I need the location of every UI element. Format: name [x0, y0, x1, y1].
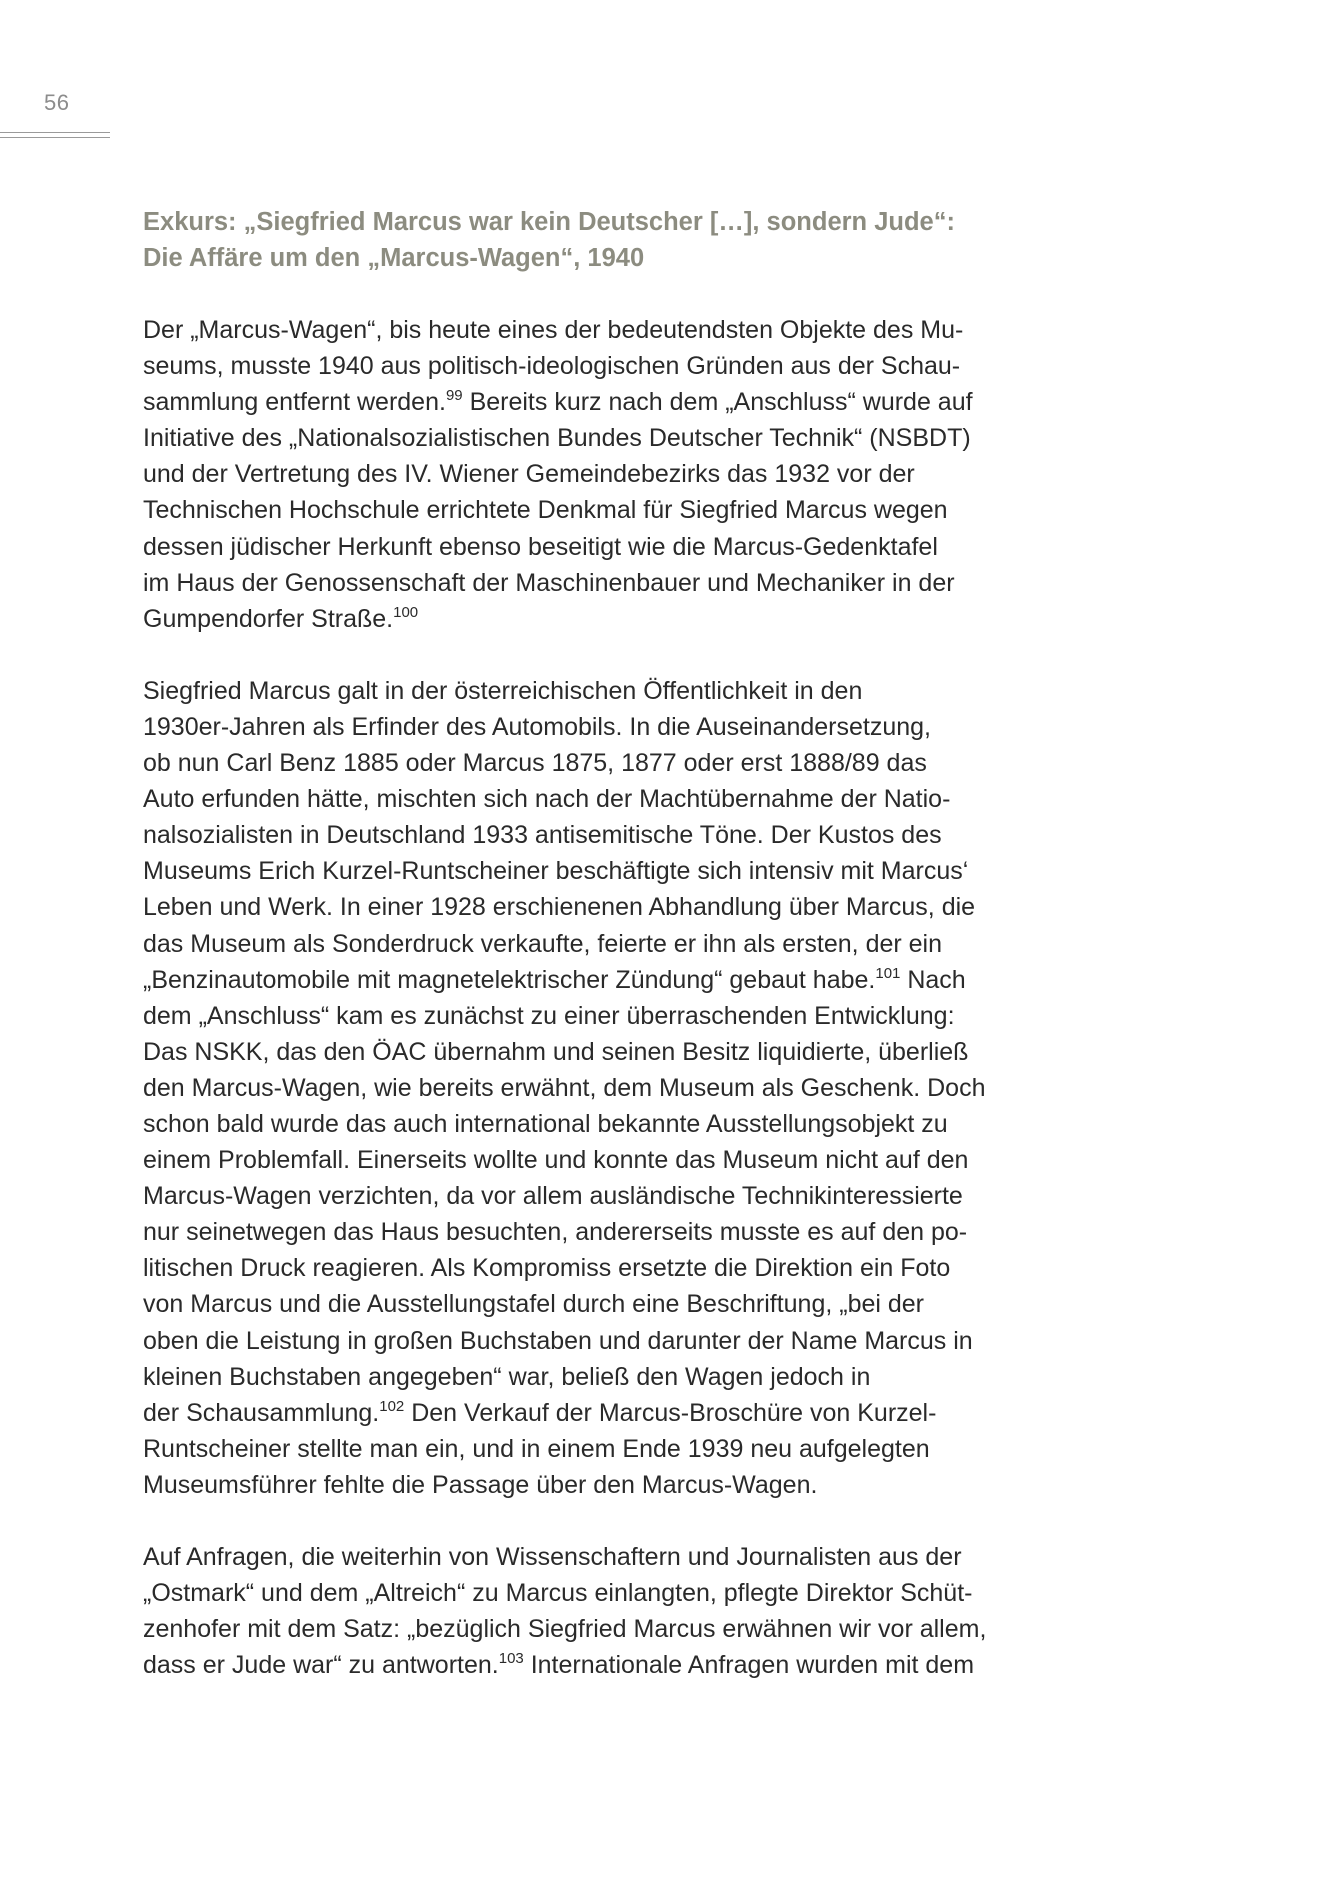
text-segment: „Benzinautomobile mit magnetelektrischer Zündung“ gebaut habe. — [143, 965, 876, 994]
text-segment: der Schausammlung. — [143, 1398, 380, 1427]
text-line: schon bald wurde das auch international bekannte Ausstellungsobjekt zu — [143, 1109, 948, 1138]
text-line — [143, 1647, 1043, 1683]
page-number: 56 — [44, 90, 70, 115]
paragraphs — [143, 312, 1043, 1683]
text-line: das Museum als Sonderdruck verkaufte, feierte er ihn als ersten, der ein — [143, 929, 943, 958]
text-segment: sammlung entfernt werden. — [143, 388, 446, 417]
text-line: Das NSKK, das den ÖAC übernahm und seinen Besitz liquidierte, überließ — [143, 1037, 969, 1066]
text-segment: Internationale Anfragen wurden mit dem — [523, 1651, 975, 1680]
text-line — [143, 962, 1043, 998]
text-line: Runtscheiner stellte man ein, und in einem Ende 1939 neu aufgelegten — [143, 1434, 930, 1463]
text-line — [143, 384, 1043, 420]
text-line: Initiative des „Nationalsozialistischen Bundes Deutscher Technik“ (NSBDT) — [143, 424, 971, 453]
footnote-reference: 101 — [875, 964, 901, 982]
footnote-reference: 99 — [445, 387, 463, 405]
text-line: 1930er-Jahren als Erfinder des Automobils. In die Auseinandersetzung, — [143, 712, 931, 741]
text-line: ob nun Carl Benz 1885 oder Marcus 1875, 1877 oder erst 1888/89 das — [143, 749, 927, 778]
text-line: Auto erfunden hätte, mischten sich nach der Machtübernahme der Natio- — [143, 785, 951, 814]
section-heading — [143, 204, 1043, 276]
text-line: „Ostmark“ und dem „Altreich“ zu Marcus einlangten, pflegte Direktor Schüt- — [143, 1579, 973, 1608]
text-line: nalsozialisten in Deutschland 1933 antisemitische Töne. Der Kustos des — [143, 821, 942, 850]
text-segment: Nach — [900, 965, 966, 994]
text-line: den Marcus-Wagen, wie bereits erwähnt, dem Museum als Geschenk. Doch — [143, 1073, 986, 1102]
text-line: Museumsführer fehlte die Passage über den Marcus-Wagen. — [143, 1470, 818, 1499]
text-line: nur seinetwegen das Haus besuchten, andererseits musste es auf den po- — [143, 1218, 968, 1247]
text-line: Museums Erich Kurzel-Runtscheiner beschäftigte sich intensiv mit Marcus‘ — [143, 857, 969, 886]
text-line: von Marcus und die Ausstellungstafel durch eine Beschriftung, „bei der — [143, 1290, 925, 1319]
paragraph — [143, 1539, 1043, 1683]
text-line: kleinen Buchstaben angegeben“ war, beließ den Wagen jedoch in — [143, 1362, 871, 1391]
text-line: Siegfried Marcus galt in der österreichischen Öffentlichkeit in den — [143, 676, 863, 705]
text-line: seums, musste 1940 aus politisch-ideologischen Gründen aus der Schau- — [143, 352, 961, 381]
text-line: oben die Leistung in großen Buchstaben und darunter der Name Marcus in — [143, 1326, 973, 1355]
footnote-reference: 100 — [393, 603, 419, 621]
text-line: dem „Anschluss“ kam es zunächst zu einer überraschenden Entwicklung: — [143, 1001, 955, 1030]
text-line: litischen Druck reagieren. Als Kompromiss ersetzte die Direktion ein Foto — [143, 1254, 951, 1283]
footnote-reference: 103 — [498, 1650, 524, 1668]
text-line: und der Vertretung des IV. Wiener Gemeindebezirks das 1932 vor der — [143, 460, 915, 489]
article-body — [143, 204, 1043, 1719]
paragraph — [143, 673, 1043, 1503]
text-line: im Haus der Genossenschaft der Maschinenbauer und Mechaniker in der — [143, 568, 955, 597]
text-line: dessen jüdischer Herkunft ebenso beseitigt wie die Marcus-Gedenktafel — [143, 532, 938, 561]
text-line: zenhofer mit dem Satz: „bezüglich Siegfried Marcus erwähnen wir vor allem, — [143, 1615, 987, 1644]
text-segment: Den Verkauf der Marcus-Broschüre von Kurzel- — [404, 1398, 937, 1427]
text-line — [143, 1395, 1043, 1431]
heading-line-1: Exkurs: „Siegfried Marcus war kein Deutscher […], sondern Jude“: — [143, 208, 955, 236]
text-segment: Bereits kurz nach dem „Anschluss“ wurde auf — [462, 388, 973, 417]
footnote-reference: 102 — [379, 1397, 405, 1415]
heading-line-2: Die Affäre um den „Marcus-Wagen“, 1940 — [143, 244, 645, 272]
text-segment: dass er Jude war“ zu antworten. — [143, 1651, 499, 1680]
text-line: Marcus-Wagen verzichten, da vor allem ausländische Technikinteressierte — [143, 1182, 963, 1211]
paragraph — [143, 312, 1043, 637]
text-line: einem Problemfall. Einerseits wollte und konnte das Museum nicht auf den — [143, 1146, 969, 1175]
text-line — [143, 601, 1043, 637]
text-line: Der „Marcus-Wagen“, bis heute eines der bedeutendsten Objekte des Mu- — [143, 316, 964, 344]
text-line: Technischen Hochschule errichtete Denkmal für Siegfried Marcus wegen — [143, 496, 948, 525]
text-line: Auf Anfragen, die weiterhin von Wissenschaftern und Journalisten aus der — [143, 1543, 962, 1571]
text-line: Leben und Werk. In einer 1928 erschienenen Abhandlung über Marcus, die — [143, 893, 976, 922]
page-number-rule — [0, 132, 110, 138]
text-segment: Gumpendorfer Straße. — [143, 604, 394, 633]
